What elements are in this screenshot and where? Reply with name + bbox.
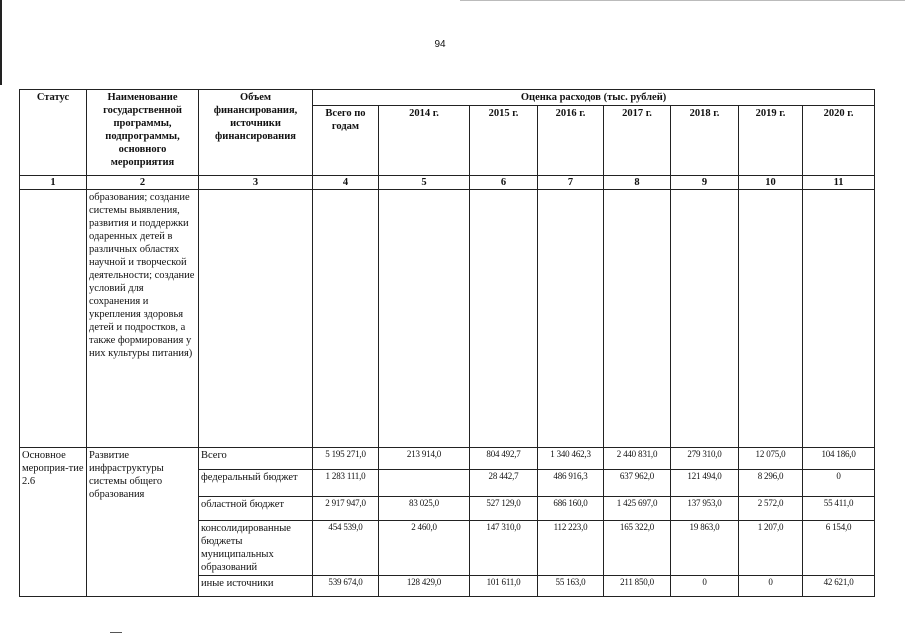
column-number: 4 bbox=[313, 176, 379, 190]
header-year: 2017 г. bbox=[604, 106, 671, 176]
value-cell: 128 429,0 bbox=[379, 576, 470, 597]
value-cell: 55 411,0 bbox=[803, 497, 875, 521]
value-cell: 1 207,0 bbox=[739, 521, 803, 576]
value-cell: 1 340 462,3 bbox=[538, 448, 604, 470]
table-row bbox=[20, 448, 875, 470]
header-total: Всего по годам bbox=[313, 106, 379, 176]
value-cell: 454 539,0 bbox=[313, 521, 379, 576]
value-cell: 112 223,0 bbox=[538, 521, 604, 576]
header-year: 2015 г. bbox=[470, 106, 538, 176]
value-cell: 19 863,0 bbox=[671, 521, 739, 576]
value-cell: 12 075,0 bbox=[739, 448, 803, 470]
funding-source: федеральный бюджет bbox=[199, 470, 313, 497]
value-cell: 0 bbox=[803, 470, 875, 497]
funding-source: Всего bbox=[199, 448, 313, 470]
value-cell: 104 186,0 bbox=[803, 448, 875, 470]
value-cell: 637 962,0 bbox=[604, 470, 671, 497]
value-cell: 28 442,7 bbox=[470, 470, 538, 497]
column-number: 3 bbox=[199, 176, 313, 190]
activity-name: Развитие инфраструктуры системы общего образования bbox=[87, 448, 199, 597]
value-cell: 137 953,0 bbox=[671, 497, 739, 521]
value-cell: 121 494,0 bbox=[671, 470, 739, 497]
value-cell: 2 572,0 bbox=[739, 497, 803, 521]
value-cell: 0 bbox=[671, 576, 739, 597]
value-cell: 486 916,3 bbox=[538, 470, 604, 497]
value-cell: 101 611,0 bbox=[470, 576, 538, 597]
page-number: 94 bbox=[434, 39, 446, 50]
funding-source: консолидированные бюджеты муниципальных образований bbox=[199, 521, 313, 576]
header-year: 2016 г. bbox=[538, 106, 604, 176]
funding-source: областной бюджет bbox=[199, 497, 313, 521]
header-year: 2018 г. bbox=[671, 106, 739, 176]
column-number: 9 bbox=[671, 176, 739, 190]
continuation-row bbox=[20, 190, 875, 448]
column-number: 7 bbox=[538, 176, 604, 190]
column-number: 8 bbox=[604, 176, 671, 190]
value-cell: 83 025,0 bbox=[379, 497, 470, 521]
column-number: 2 bbox=[87, 176, 199, 190]
value-cell: 1 283 111,0 bbox=[313, 470, 379, 497]
column-number: 11 bbox=[803, 176, 875, 190]
value-cell: 527 129,0 bbox=[470, 497, 538, 521]
value-cell: 42 621,0 bbox=[803, 576, 875, 597]
column-number: 10 bbox=[739, 176, 803, 190]
value-cell: 211 850,0 bbox=[604, 576, 671, 597]
column-number: 5 bbox=[379, 176, 470, 190]
value-cell: 55 163,0 bbox=[538, 576, 604, 597]
value-cell: 147 310,0 bbox=[470, 521, 538, 576]
value-cell: 804 492,7 bbox=[470, 448, 538, 470]
value-cell: 0 bbox=[739, 576, 803, 597]
budget-table bbox=[19, 89, 875, 597]
value-cell: 2 440 831,0 bbox=[604, 448, 671, 470]
value-cell: 539 674,0 bbox=[313, 576, 379, 597]
page-bottom-mark bbox=[110, 632, 122, 633]
funding-source: иные источники bbox=[199, 576, 313, 597]
activity-status: Основное мероприя-тие 2.6 bbox=[20, 448, 87, 597]
header-name: Наименование государственной программы, подпрограммы, основного мероприятия bbox=[87, 90, 199, 176]
value-cell: 2 460,0 bbox=[379, 521, 470, 576]
value-cell: 1 425 697,0 bbox=[604, 497, 671, 521]
value-cell: 5 195 271,0 bbox=[313, 448, 379, 470]
value-cell bbox=[379, 470, 470, 497]
header-year: 2019 г. bbox=[739, 106, 803, 176]
column-number: 6 bbox=[470, 176, 538, 190]
header-year: 2014 г. bbox=[379, 106, 470, 176]
value-cell: 686 160,0 bbox=[538, 497, 604, 521]
value-cell: 279 310,0 bbox=[671, 448, 739, 470]
value-cell: 165 322,0 bbox=[604, 521, 671, 576]
value-cell: 213 914,0 bbox=[379, 448, 470, 470]
value-cell: 6 154,0 bbox=[803, 521, 875, 576]
column-number-row bbox=[20, 176, 875, 190]
header-volume: Объем финансирования, источники финансирования bbox=[199, 90, 313, 176]
value-cell: 8 296,0 bbox=[739, 470, 803, 497]
page-top-edge bbox=[460, 0, 905, 1]
column-number: 1 bbox=[20, 176, 87, 190]
header-year: 2020 г. bbox=[803, 106, 875, 176]
value-cell: 2 917 947,0 bbox=[313, 497, 379, 521]
header-status: Статус bbox=[20, 90, 87, 176]
continuation-text: образования; создание системы выявления, развития и поддержки одаренных детей в различных областях научной и творческой деятельности; создание условий для сохранения и укрепления здоровья детей и подростков, а также формирования у них культуры питания) bbox=[87, 190, 199, 448]
header-estimate: Оценка расходов (тыс. рублей) bbox=[313, 90, 875, 106]
